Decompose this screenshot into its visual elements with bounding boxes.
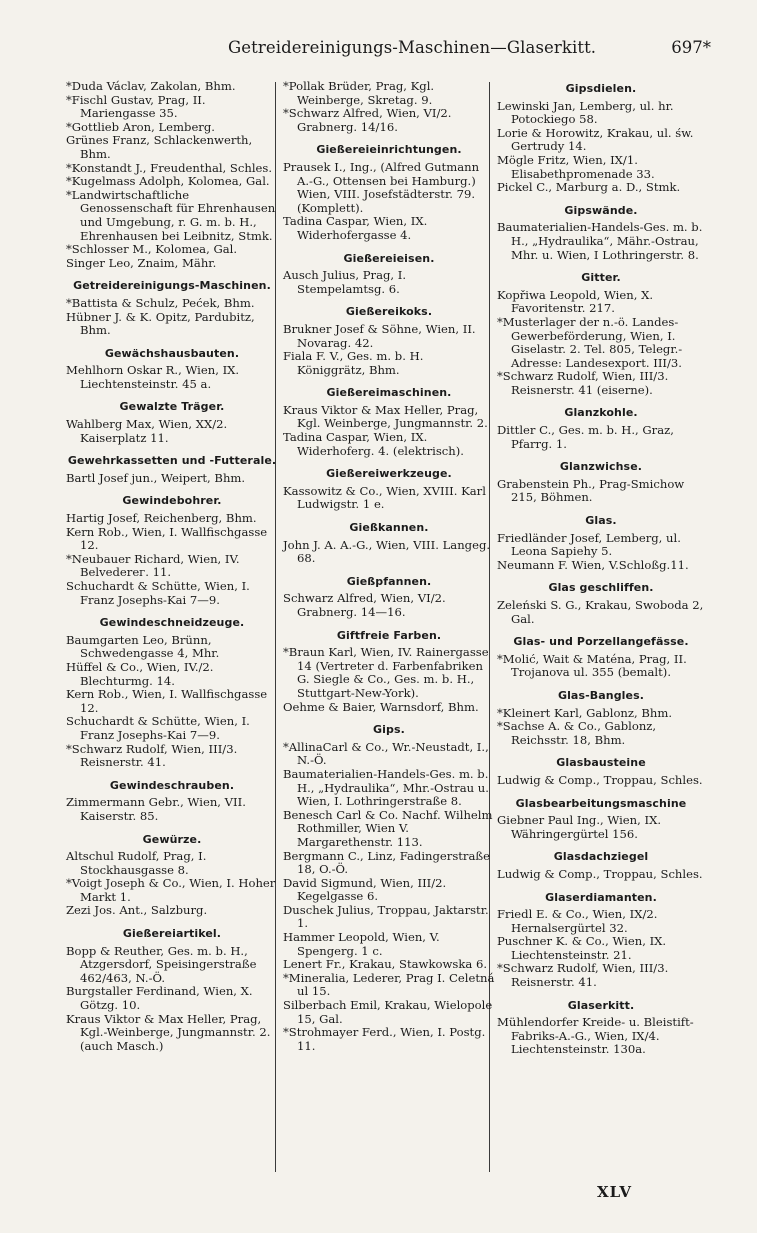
directory-entry: Burgstaller Ferdinand, Wien, X. Götzg. 10.: [66, 984, 253, 1013]
directory-entry: Schuchardt & Schütte, Wien, I. Franz Josephs-Kai 7—9.: [66, 714, 250, 742]
directory-entry: *Mineralia, Lederer, Prag I. Celetná ul 15.: [283, 970, 495, 999]
directory-entry: Bopp & Reuther, Ges. m. b. H., Atzgersdorf, Speisingerstraße 462/463, N.-Ö.: [66, 943, 257, 985]
directory-entry: Puschner K. & Co., Wien, IX. Liechtensteinstr. 21.: [497, 934, 667, 962]
section-heading: Gießkannen.: [349, 521, 429, 535]
directory-entry: Benesch Carl & Co. Nachf. Wilhelm Rothmiller, Wien V. Margarethenstr. 113.: [283, 807, 493, 849]
section-heading: Glasbausteine: [556, 756, 646, 770]
directory-entry: Duschek Julius, Troppau, Jaktarstr. 1.: [283, 902, 489, 931]
directory-entry: Schwarz Alfred, Wien, VI/2. Grabnerg. 14—16.: [283, 591, 446, 619]
directory-entry: Hartig Josef, Reichenberg, Bhm.: [66, 511, 257, 526]
directory-entry: Bergmann C., Linz, Fadingerstraße 18, O.-Ö.: [283, 848, 490, 877]
directory-entry: Ausch Julius, Prag, I. Stempelamtsg. 6.: [283, 268, 407, 296]
directory-entry: Zezi Jos. Ant., Salzburg.: [66, 903, 208, 918]
directory-entry: Kraus Viktor & Max Heller, Prag, Kgl. Weinberge, Jungmannstr. 2.: [283, 402, 488, 431]
directory-entry: Kassowitz & Co., Wien, XVIII. Karl Ludwigstr. 1 e.: [283, 483, 486, 512]
sheet-signature: XLV: [597, 1183, 633, 1201]
directory-entry: *AllinaCarl & Co., Wr.-Neustadt, I., N.-Ö.: [283, 739, 489, 768]
directory-entry: Friedl E. & Co., Wien, IX/2. Hernalsergürtel 32.: [497, 907, 658, 935]
directory-entry: *Neubauer Richard, Wien, IV. Belvederег. 11.: [66, 551, 240, 580]
directory-entry: *Schwarz Rudolf, Wien, III/3. Reisnerstr. 41.: [497, 961, 669, 990]
directory-entry: John J. A. A.-G., Wien, VIII. Langeg. 68.: [283, 537, 491, 566]
section-heading: Gießereieisen.: [343, 251, 435, 265]
directory-entry: Oehme & Baier, Warnsdorf, Bhm.: [283, 699, 479, 714]
directory-entry: *Sachse A. & Co., Gablonz, Reichsstr. 18, Bhm.: [497, 719, 657, 747]
directory-entry: Dittler C., Ges. m. b. H., Graz, Pfarrg. 1.: [497, 423, 674, 451]
column-right: [497, 80, 705, 1057]
directory-entry: Baumaterialien-Handels-Ges. m. b. H., „Hydraulika“, Mähr.-Ostrau, Mhr. u. Wien, I Lothringerstr. 8.: [497, 220, 703, 262]
directory-entry: *Schwarz Rudolf, Wien, III/3. Reisnerstr. 41.: [66, 741, 238, 770]
directory-entry: Mühlendorfer Kreide- u. Bleistift-Fabriks-A.-G., Wien, IX/4. Liechtensteinstr. 130a.: [497, 1015, 694, 1057]
section-heading: Gewürze.: [142, 832, 202, 846]
section-heading: Gipsdielen.: [565, 82, 637, 95]
section-heading: Gießereiartikel.: [122, 927, 222, 941]
section-heading: Gießereieinrichtungen.: [316, 143, 462, 157]
directory-entry: Ludwig & Comp., Troppau, Schles.: [497, 772, 703, 787]
directory-entry: Kern Rob., Wien, I. Wallfischgasse 12.: [66, 687, 268, 715]
directory-entry: Lewinski Jan, Lemberg, ul. hr. Potockiego 58.: [497, 98, 674, 127]
directory-entry: Lorie & Horowitz, Krakau, ul. św. Gertrudy 14.: [497, 125, 694, 154]
directory-entry: *Landwirtschaftliche Genossenschaft für Ehrenhausen und Umgebung, r. G. m. b. H., Ehrenhausen bei Leibnitz, Stmk.: [66, 187, 276, 243]
directory-entry: Zeleński S. G., Krakau, Swoboda 2, Gal.: [497, 598, 704, 626]
section-heading: Glasbearbeitungsmaschine: [515, 796, 687, 810]
section-heading: Glanzwichse.: [559, 460, 643, 474]
directory-entry: Hammer Leopold, Wien, V. Spengerg. 1 c.: [283, 930, 440, 958]
directory-entry: Hübner J. & K. Opitz, Pardubitz, Bhm.: [66, 309, 255, 338]
section-heading: Gewalzte Träger.: [119, 400, 225, 414]
section-heading: Glas-Bangles.: [557, 688, 645, 702]
directory-entry: *Strohmayer Ferd., Wien, I. Postg. 11.: [283, 1025, 486, 1053]
section-heading: Gießereikoks.: [345, 305, 433, 319]
directory-entry: Baumaterialien-Handels-Ges. m. b. H., „Hydraulika“, Mhr.-Ostrau u. Wien, I. Lothringerstraße 8.: [283, 766, 489, 809]
section-heading: Glanzkohle.: [564, 406, 638, 420]
directory-entry: *Battista & Schulz, Pećek, Bhm.: [66, 295, 255, 310]
directory-entry: Tadina Caspar, Wien, IX. Widerhoferg. 4. (elektrisch).: [283, 430, 464, 458]
directory-entry: Lenert Fr., Krakau, Stawkowska 6.: [283, 957, 488, 972]
directory-entry: *Schwarz Rudolf, Wien, III/3. Reisnerstr. 41 (eiserne).: [497, 369, 669, 397]
directory-entry: *Braun Karl, Wien, IV. Rainergasse 14 (Vertreter d. Farbenfabriken G. Siegle & Co., Ges. m. b. H., Stuttgart-New-York).: [283, 645, 489, 700]
directory-entry: Silberbach Emil, Krakau, Wielopole 15, Gal.: [283, 998, 493, 1026]
directory-entry: Singer Leo, Znaim, Mähr.: [66, 255, 217, 270]
page-number: 697*: [671, 38, 711, 57]
section-heading: Glasdachziegel: [553, 850, 649, 864]
section-heading: Glaserkitt.: [567, 998, 635, 1012]
directory-entry: *Musterlager der n.-ö. Landes-Gewerbeförderung, Wien, I. Giselastr. 2. Tel. 805, Telegr.-Adresse: Landesexport. III/3.: [497, 314, 683, 370]
directory-entry: Zimmermann Gebr., Wien, VII. Kaiserstr. 85.: [66, 795, 246, 823]
running-header: [0, 34, 757, 62]
directory-entry: Ludwig & Comp., Troppau, Schles.: [497, 866, 703, 881]
section-heading: Gießereiwerkzeuge.: [326, 467, 452, 481]
section-heading: Gips.: [373, 723, 405, 737]
directory-entry: *Schlosser M., Kolomea, Gal.: [66, 242, 238, 257]
section-heading: Gitter.: [581, 271, 621, 285]
directory-entry: Schuchardt & Schütte, Wien, I. Franz Josephs-Kai 7—9.: [66, 579, 250, 607]
directory-entry: Tadina Caspar, Wien, IX. Widerhofergasse 4.: [283, 214, 428, 242]
directory-entry: *Molić, Wait & Maténa, Prag, II. Trojanova ul. 355 (bemalt).: [497, 651, 687, 680]
section-heading: Gewindeschneidzeuge.: [99, 616, 245, 630]
section-heading: Gießpfannen.: [346, 574, 432, 588]
directory-entry: Friedländer Josef, Lemberg, ul. Leona Sapiehy 5.: [497, 530, 681, 559]
directory-entry: Mögle Fritz, Wien, IX/1. Elisabethpromenade 33.: [497, 152, 655, 181]
directory-entry: *Voigt Joseph & Co., Wien, I. Hoher Markt 1.: [66, 876, 276, 904]
directory-entry: Mehlhorn Oskar R., Wien, IX. Liechtensteinstr. 45 a.: [66, 363, 240, 391]
directory-entry: *Pollak Brüder, Prag, Kgl. Weinberge, Skretag. 9.: [283, 79, 435, 107]
directory-entry: Baumgarten Leo, Brünn, Schwedengasse 4, Mhr.: [66, 632, 220, 661]
section-heading: Gewächshausbauten.: [104, 346, 240, 360]
column-left: [66, 80, 278, 1053]
directory-entry: David Sigmund, Wien, III/2. Kegelgasse 6.: [283, 875, 447, 904]
section-heading: Getreidereinigungs-Maschinen.: [73, 279, 271, 293]
section-heading: Gewindeschrauben.: [109, 778, 235, 792]
directory-entry: *Kleinert Karl, Gablonz, Bhm.: [497, 705, 673, 720]
section-heading: Gipswände.: [564, 203, 638, 217]
directory-entry: Bartl Josef jun., Weipert, Bhm.: [66, 470, 246, 485]
directory-entry: *Kugelmass Adolph, Kolomea, Gal.: [66, 174, 270, 189]
directory-entry: Pickel C., Marburg a. D., Stmk.: [497, 180, 681, 195]
section-heading: Gießereimaschinen.: [326, 386, 452, 400]
directory-entry: Kraus Viktor & Max Heller, Prag, Kgl.-Weinberge, Jungmannstr. 2. (auch Masch.): [66, 1011, 271, 1053]
directory-entry: Giebner Paul Ing., Wien, IX. Währingergürtel 156.: [497, 813, 662, 841]
directory-entry: Fiala F. V., Ges. m. b. H. Königgrätz, Bhm.: [283, 349, 424, 377]
section-heading: Gewindebohrer.: [122, 494, 222, 508]
section-heading: Glas.: [585, 514, 617, 528]
section-heading: Glaserdiamanten.: [545, 890, 657, 904]
directory-entry: Grabenstein Ph., Prag-Smichow 215, Böhmen.: [497, 476, 685, 505]
directory-entry: Neumann F. Wien, V.Schloßg.11.: [497, 557, 689, 572]
directory-entry: *Schwarz Alfred, Wien, VI/2. Grabnerg. 14/16.: [283, 106, 452, 134]
directory-entry: Prausek I., Ing., (Alfred Gutmann A.-G., Ottensen bei Hamburg.) Wien, VIII. Josefstädterstr. 79. (Komplett).: [283, 159, 480, 215]
section-heading: Glas geschliffen.: [548, 581, 654, 595]
page-title: Getreidereinigungs-Maschinen—Glaserkitt.: [228, 38, 597, 57]
directory-entry: *Duda Václav, Zakolan, Bhm.: [66, 79, 236, 93]
directory-entry: Brukner Josef & Söhne, Wien, II. Novarag. 42.: [283, 321, 476, 350]
directory-entry: Hüffel & Co., Wien, IV./2. Blechturmg. 14.: [66, 659, 214, 688]
directory-entry: *Gottlieb Aron, Lemberg.: [66, 119, 215, 134]
directory-entry: Kopřiwa Leopold, Wien, X. Favoritenstr. 217.: [497, 287, 654, 316]
section-heading: Gewehrkassetten und -Futterale.: [67, 454, 277, 468]
directory-entry: Wahlberg Max, Wien, XX/2. Kaiserplatz 11.: [66, 417, 228, 445]
directory-entry: Kern Rob., Wien, I. Wallfischgasse 12.: [66, 524, 268, 553]
directory-entry: Grünes Franz, Schlackenwerth, Bhm.: [66, 133, 253, 161]
directory-entry: *Fischl Gustav, Prag, II. Mariengasse 35.: [66, 92, 206, 121]
directory-entry: *Konstandt J., Freudenthal, Schles.: [66, 160, 273, 175]
section-heading: Glas- und Porzellangefässe.: [513, 635, 689, 649]
section-heading: Giftfreie Farben.: [336, 628, 442, 642]
directory-entry: Altschul Rudolf, Prag, I. Stockhausgasse 8.: [66, 849, 207, 877]
column-middle: [283, 80, 495, 1053]
